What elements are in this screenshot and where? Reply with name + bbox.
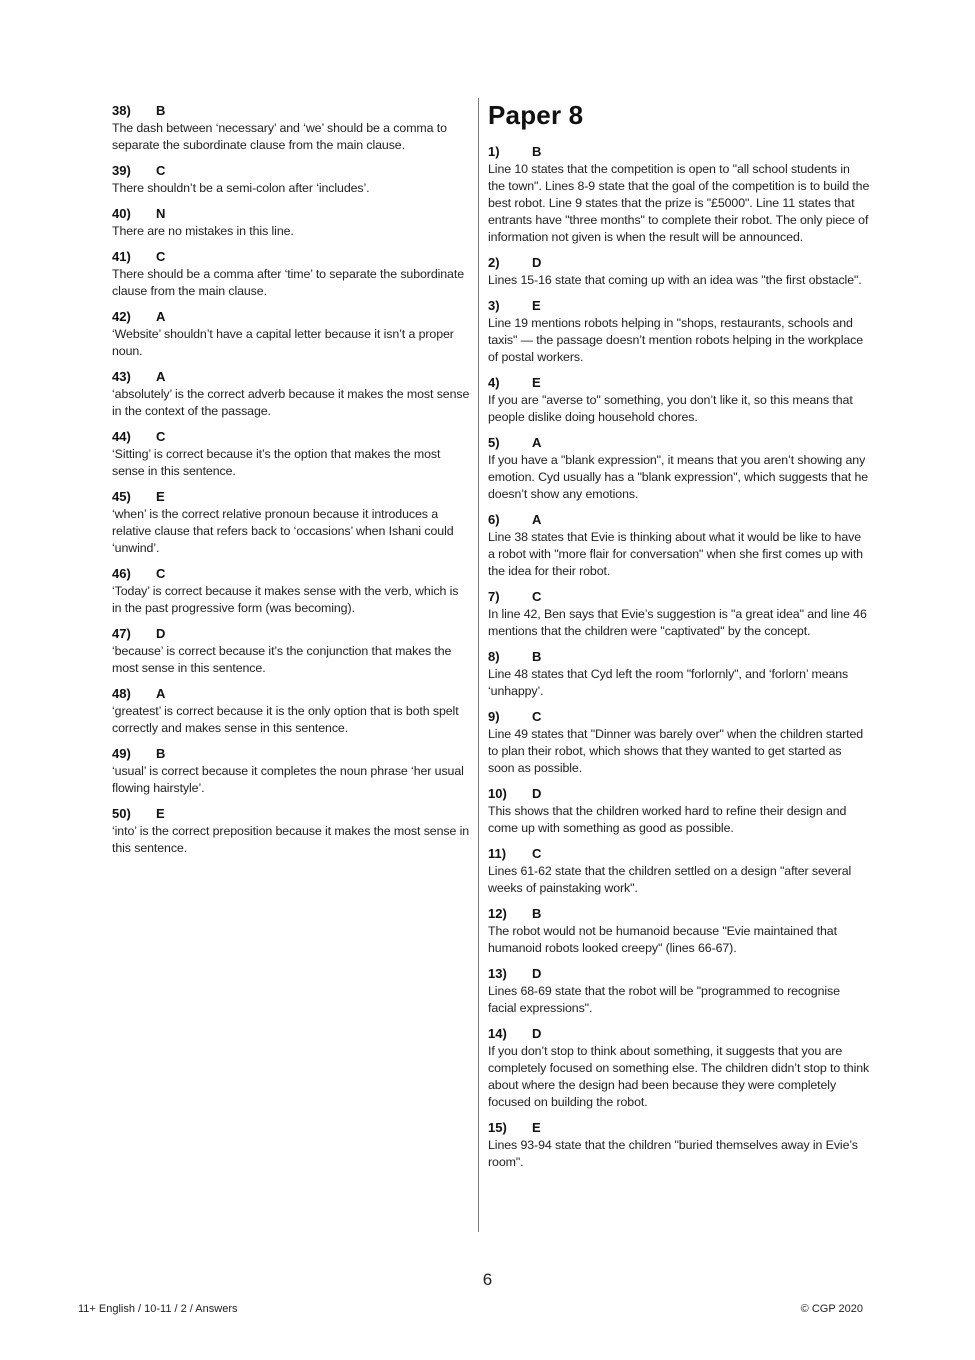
answer-explanation: Line 10 states that the competition is open to "all school students in the town". Lines 8-9 state that the goal of the competition is to build the best robot. Line 9 states that the prize is "£5000". Line 11 states that entrants have "three months" to complete their robot. The only piece of information not given is when the result will be announced. [488, 162, 870, 244]
answer-explanation: If you are "averse to" something, you don’t like it, so this means that people dislike doing household chores. [488, 393, 853, 424]
answer-head [488, 254, 870, 271]
question-number: 45) [112, 489, 131, 504]
answer-letter: D [532, 1026, 542, 1041]
answer-letter: B [156, 746, 166, 761]
answer-head [112, 745, 470, 762]
answer-item [112, 368, 470, 420]
question-number: 9) [488, 709, 500, 724]
answer-explanation: ‘Today’ is correct because it makes sense with the verb, which is in the past progressive form (was becoming). [112, 584, 459, 615]
answer-item [488, 143, 870, 246]
answer-list-right [488, 143, 870, 1171]
answer-letter: A [532, 435, 542, 450]
answer-head [112, 368, 470, 385]
answer-letter: B [532, 906, 542, 921]
answer-explanation: ‘Website’ shouldn’t have a capital letter because it isn’t a proper noun. [112, 327, 454, 358]
answer-letter: B [156, 103, 166, 118]
answer-explanation: Lines 15-16 state that coming up with an idea was "the first obstacle". [488, 273, 862, 287]
answer-explanation: There shouldn’t be a semi-colon after ‘includes’. [112, 181, 370, 195]
answer-item [488, 1025, 870, 1111]
answer-head [488, 143, 870, 160]
answer-letter: C [156, 429, 166, 444]
column-divider [478, 98, 479, 1232]
answer-letter: A [156, 686, 166, 701]
answer-explanation: ‘when’ is the correct relative pronoun because it introduces a relative clause that refers back to ‘occasions’ when Ishani could ‘unwind’. [112, 507, 454, 555]
answer-item [112, 625, 470, 677]
answer-item [112, 162, 470, 197]
answer-head [112, 428, 470, 445]
answer-head [112, 685, 470, 702]
answer-item [112, 205, 470, 240]
answer-item [112, 488, 470, 557]
answer-item [488, 905, 870, 957]
question-number: 43) [112, 369, 131, 384]
answer-head [488, 785, 870, 802]
answer-head [488, 588, 870, 605]
question-number: 13) [488, 966, 507, 981]
answer-head [488, 511, 870, 528]
question-number: 50) [112, 806, 131, 821]
answer-explanation: ‘into’ is the correct preposition because it makes the most sense in this sentence. [112, 824, 470, 855]
answer-item [488, 965, 870, 1017]
answer-explanation: Lines 93-94 state that the children "buried themselves away in Evie’s room". [488, 1138, 858, 1169]
answer-head [488, 434, 870, 451]
answer-explanation: ‘Sitting’ is correct because it’s the option that makes the most sense in this sentence. [112, 447, 441, 478]
answer-item [112, 248, 470, 300]
answer-explanation: If you don’t stop to think about something, it suggests that you are completely focused on something else. The children didn’t stop to think about where the design had been because they were completely focused on building the robot. [488, 1044, 870, 1109]
answer-item [488, 511, 870, 580]
right-column [488, 100, 870, 1179]
footer-left: 11+ English / 10-11 / 2 / Answers [78, 1303, 238, 1315]
question-number: 2) [488, 255, 500, 270]
question-number: 46) [112, 566, 131, 581]
answer-letter: E [532, 375, 541, 390]
answer-item [488, 434, 870, 503]
answer-item [488, 785, 870, 837]
answer-item [112, 102, 470, 154]
answer-item [112, 428, 470, 480]
answer-item [112, 308, 470, 360]
answer-explanation: Line 38 states that Evie is thinking about what it would be like to have a robot with "more flair for conversation" when she first comes up with the idea for their robot. [488, 530, 863, 578]
answer-explanation: Lines 61-62 state that the children settled on a design "after several weeks of painstaking work". [488, 864, 852, 895]
question-number: 39) [112, 163, 131, 178]
answer-item [488, 588, 870, 640]
answer-explanation: This shows that the children worked hard to refine their design and come up with something as good as possible. [488, 804, 847, 835]
answer-head [488, 374, 870, 391]
question-number: 4) [488, 375, 500, 390]
answer-explanation: ‘because’ is correct because it’s the conjunction that makes the most sense in this sentence. [112, 644, 452, 675]
answer-head [488, 297, 870, 314]
answer-letter: C [156, 163, 166, 178]
answer-head [112, 102, 470, 119]
footer-right: © CGP 2020 [800, 1303, 863, 1315]
answer-head [488, 845, 870, 862]
question-number: 3) [488, 298, 500, 313]
answer-explanation: Lines 68-69 state that the robot will be "programmed to recognise facial expressions". [488, 984, 840, 1015]
answer-letter: D [532, 255, 542, 270]
question-number: 40) [112, 206, 131, 221]
answer-letter: C [156, 566, 166, 581]
answer-letter: B [532, 144, 542, 159]
question-number: 44) [112, 429, 131, 444]
answer-explanation: There are no mistakes in this line. [112, 224, 294, 238]
answer-item [112, 805, 470, 857]
question-number: 6) [488, 512, 500, 527]
answer-letter: D [532, 786, 542, 801]
answer-letter: A [532, 512, 542, 527]
question-number: 5) [488, 435, 500, 450]
answer-head [488, 1119, 870, 1136]
answer-head [112, 805, 470, 822]
answer-letter: E [156, 806, 165, 821]
answer-letter: N [156, 206, 166, 221]
answer-head [488, 648, 870, 665]
question-number: 8) [488, 649, 500, 664]
answer-head [112, 488, 470, 505]
answer-explanation: If you have a "blank expression", it means that you aren’t showing any emotion. Cyd usually has a "blank expression", which suggests that he doesn’t show any emotions. [488, 453, 869, 501]
question-number: 10) [488, 786, 507, 801]
answer-letter: B [532, 649, 542, 664]
answer-explanation: ‘usual’ is correct because it completes the noun phrase ‘her usual flowing hairstyle’. [112, 764, 464, 795]
question-number: 1) [488, 144, 500, 159]
answer-item [488, 845, 870, 897]
question-number: 47) [112, 626, 131, 641]
answer-item [488, 1119, 870, 1171]
answer-letter: D [532, 966, 542, 981]
answer-explanation: The robot would not be humanoid because "Evie maintained that humanoid robots looked creepy" (lines 66-67). [488, 924, 837, 955]
question-number: 49) [112, 746, 131, 761]
answer-head [488, 708, 870, 725]
answer-letter: C [532, 846, 542, 861]
answer-head [112, 308, 470, 325]
answer-explanation: Line 19 mentions robots helping in "shops, restaurants, schools and taxis" — the passage doesn’t mention robots helping in the workplace of postal workers. [488, 316, 864, 364]
question-number: 12) [488, 906, 507, 921]
answer-item [488, 708, 870, 777]
answer-item [488, 374, 870, 426]
answer-letter: E [532, 1120, 541, 1135]
answer-letter: E [532, 298, 541, 313]
question-number: 38) [112, 103, 131, 118]
answer-letter: C [156, 249, 166, 264]
answer-head [112, 625, 470, 642]
answer-head [488, 965, 870, 982]
answer-explanation: In line 42, Ben says that Evie’s suggestion is "a great idea" and line 46 mentions that the children were "captivated" by the concept. [488, 607, 867, 638]
question-number: 7) [488, 589, 500, 604]
answer-head [112, 162, 470, 179]
answer-explanation: There should be a comma after ‘time’ to separate the subordinate clause from the main clause. [112, 267, 464, 298]
answer-letter: A [156, 369, 166, 384]
answer-item [112, 565, 470, 617]
answer-letter: C [532, 589, 542, 604]
answer-head [488, 905, 870, 922]
answer-explanation: ‘greatest’ is correct because it is the only option that is both spelt correctly and makes sense in this sentence. [112, 704, 459, 735]
answer-explanation: ‘absolutely’ is the correct adverb because it makes the most sense in the context of the passage. [112, 387, 470, 418]
answer-head [112, 248, 470, 265]
answer-explanation: Line 49 states that "Dinner was barely over" when the children started to plan their robot, which shows that they wanted to get started as soon as possible. [488, 727, 864, 775]
answer-head [112, 205, 470, 222]
answer-letter: C [532, 709, 542, 724]
page-number: 6 [482, 1270, 493, 1289]
question-number: 11) [488, 846, 507, 861]
answer-head [488, 1025, 870, 1042]
answer-letter: E [156, 489, 165, 504]
answer-item [488, 254, 870, 289]
question-number: 48) [112, 686, 131, 701]
question-number: 42) [112, 309, 131, 324]
answer-explanation: The dash between ‘necessary’ and ‘we’ should be a comma to separate the subordinate clause from the main clause. [112, 121, 447, 152]
answer-letter: A [156, 309, 166, 324]
answer-item [112, 745, 470, 797]
answer-head [112, 565, 470, 582]
answer-list-left [112, 102, 470, 857]
question-number: 41) [112, 249, 131, 264]
section-title: Paper 8 [488, 100, 584, 130]
answer-item [112, 685, 470, 737]
answer-explanation: Line 48 states that Cyd left the room "forlornly", and ‘forlorn’ means ‘unhappy’. [488, 667, 849, 698]
question-number: 15) [488, 1120, 507, 1135]
question-number: 14) [488, 1026, 507, 1041]
answer-letter: D [156, 626, 166, 641]
answer-item [488, 297, 870, 366]
left-column [112, 102, 470, 865]
answer-item [488, 648, 870, 700]
